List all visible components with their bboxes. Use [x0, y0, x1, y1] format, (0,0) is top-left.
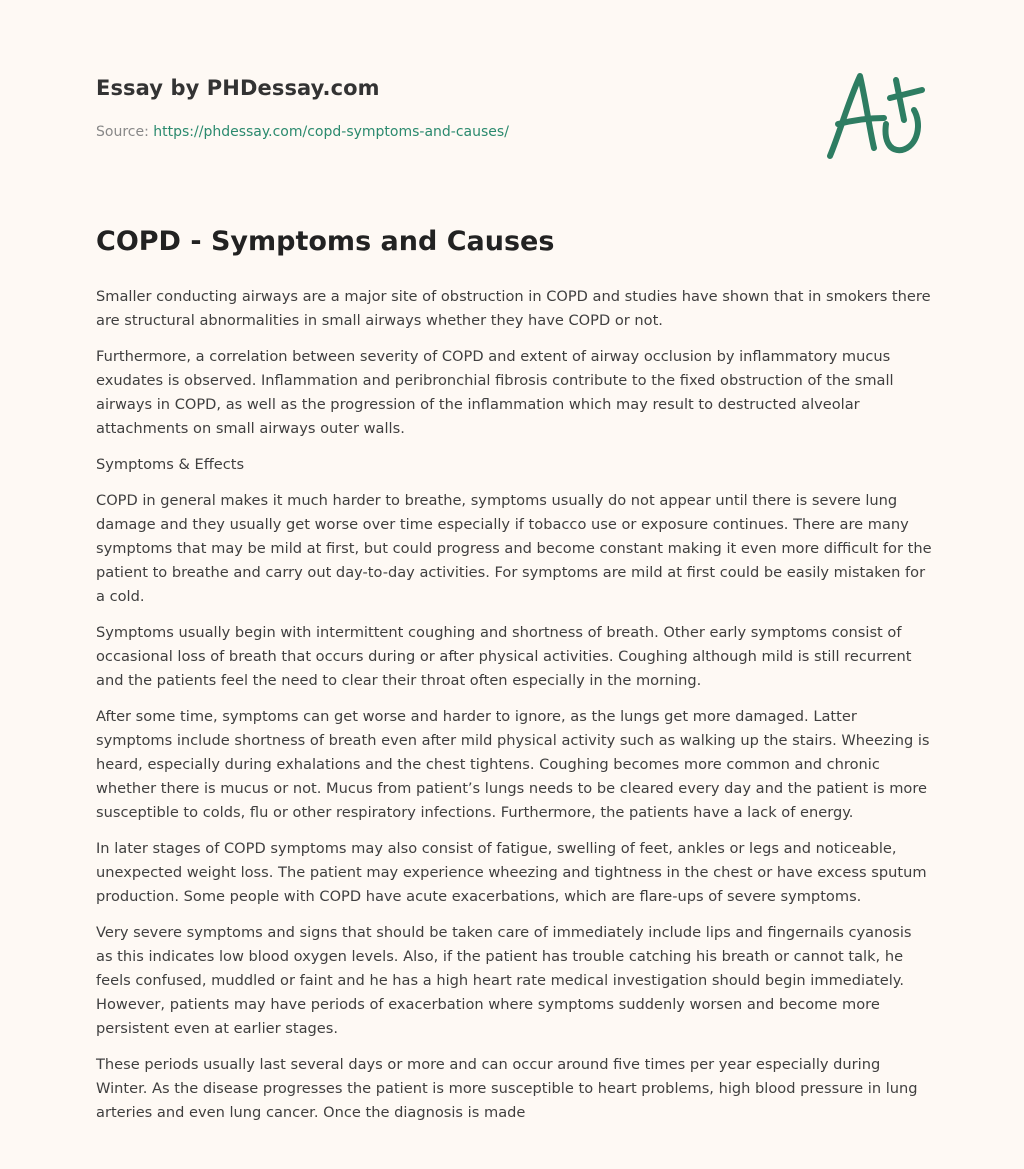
source-link[interactable]: https://phdessay.com/copd-symptoms-and-causes/: [153, 124, 509, 140]
paragraph: Furthermore, a correlation between severity of COPD and extent of airway occlusion by inflammatory mucus exudates is observed. Inflammation and peribronchial fibrosis contribute to the fixed obstruction of the small airways in COPD, as well as the progression of the inflammation which may result to destructed alveolar attachments on small airways outer walls.: [96, 348, 894, 437]
paragraph: Symptoms usually begin with intermittent coughing and shortness of breath. Other early symptoms consist of occasional loss of breath that occurs during or after physical activities. Coughing although mild is still recurrent and the patients feel the need to clear their throat often especially in the morning.: [96, 624, 912, 689]
source-label: Source:: [96, 124, 149, 140]
essay-body: [96, 285, 932, 1137]
site-brand: Essay by PHDessay.com: [96, 76, 380, 100]
paragraph: Very severe symptoms and signs that should be taken care of immediately include lips and fingernails cyanosis as this indicates low blood oxygen levels. Also, if the patient has trouble catching his breath or cannot talk, he feels confused, muddled or faint and he has a high heart rate medical investigation should begin immediately. However, patients may have periods of exacerbation where symptoms suddenly worsen and become more persistent even at earlier stages.: [96, 924, 912, 1037]
a-plus-logo: [818, 62, 930, 166]
paragraph: COPD in general makes it much harder to breathe, symptoms usually do not appear until there is severe lung damage and they usually get worse over time especially if tobacco use or exposure continues. There are many symptoms that may be mild at first, but could progress and become constant making it even more difficult for the patient to breathe and carry out day-to-day activities. For symptoms are mild at first could be easily mistaken for a cold.: [96, 492, 932, 605]
page-title: COPD - Symptoms and Causes: [96, 226, 555, 257]
paragraph: After some time, symptoms can get worse and harder to ignore, as the lungs get more damaged. Latter symptoms include shortness of breath even after mild physical activity such as walking up the stairs. Wheezing is heard, especially during exhalations and the chest tightens. Coughing becomes more common and chronic whether there is mucus or not. Mucus from patient’s lungs needs to be cleared every day and the patient is more susceptible to colds, flu or other respiratory infections. Furthermore, the patients have a lack of energy.: [96, 708, 930, 821]
section-heading: Symptoms & Effects: [96, 456, 245, 473]
source-line: [96, 124, 509, 140]
paragraph: Smaller conducting airways are a major site of obstruction in COPD and studies have shown that in smokers there are structural abnormalities in small airways whether they have COPD or not.: [96, 288, 931, 329]
paragraph: These periods usually last several days or more and can occur around five times per year especially during Winter. As the disease progresses the patient is more susceptible to heart problems, high blood pressure in lung arteries and even lung cancer. Once the diagnosis is made: [96, 1056, 918, 1121]
paragraph: In later stages of COPD symptoms may also consist of fatigue, swelling of feet, ankles or legs and noticeable, unexpected weight loss. The patient may experience wheezing and tightness in the chest or have excess sputum production. Some people with COPD have acute exacerbations, which are flare-ups of severe symptoms.: [96, 840, 927, 905]
